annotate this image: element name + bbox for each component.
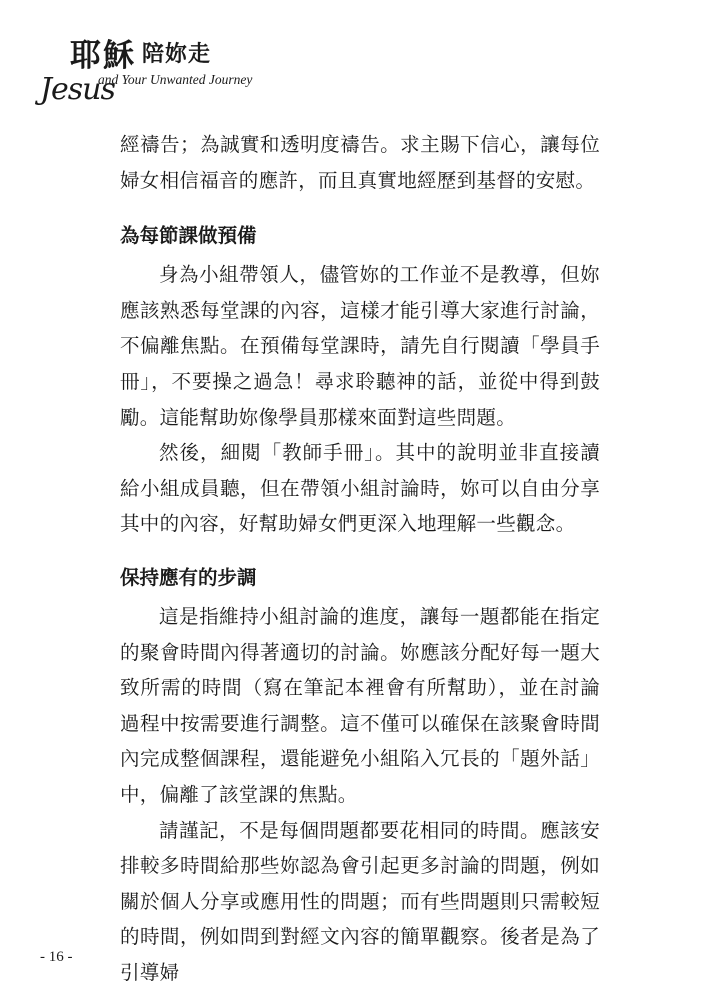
paragraph: 身為小組帶領人，儘管妳的工作並不是教導，但妳應該熟悉每堂課的內容，這樣才能引導大家進行討論，不偏離焦點。在預備每堂課時，請先自行閱讀「學員手冊」，不要操之過急！尋求聆聽神的話，並從中得到鼓勵。這能幫助妳像學員那樣來面對這些問題。: [120, 263, 600, 429]
paragraph: 然後，細閱「教師手冊」。其中的說明並非直接讀給小組成員聽，但在帶領小組討論時，妳可以自由分享其中的內容，好幫助婦女們更深入地理解一些觀念。: [120, 441, 600, 536]
paragraph: 請謹記，不是每個問題都要花相同的時間。應該安排較多時間給那些妳認為會引起更多討論的問題，例如關於個人分享或應用性的問題；而有些問題則只需較短的時間，例如問到對經文內容的簡單觀察。後者是為了引導婦: [120, 818, 600, 984]
section-heading: 保持應有的步調: [120, 565, 257, 589]
page-body: [120, 123, 600, 990]
book-title-main: 耶穌: [70, 38, 136, 74]
paragraph: 經禱告；為誠實和透明度禱告。求主賜下信心，讓每位婦女相信福音的應許，而且真實地經歷到基督的安慰。: [120, 133, 600, 192]
page-number: - 16 -: [40, 949, 73, 965]
book-title-script: Jesus: [40, 72, 115, 107]
book-subtitle: and Your Unwanted Journey: [98, 72, 253, 87]
book-title-sub: 陪妳走: [142, 41, 212, 67]
paragraph: 這是指維持小組討論的進度，讓每一題都能在指定的聚會時間內得著適切的討論。妳應該分配好每一題大致所需的時間（寫在筆記本裡會有所幫助），並在討論過程中按需要進行調整。這不僅可以確保在該聚會時間內完成整個課程，還能避免小組陷入冗長的「題外話」中，偏離了該堂課的焦點。: [120, 604, 600, 806]
section-heading: 為每節課做預備: [120, 224, 257, 248]
book-logo: [40, 28, 270, 106]
